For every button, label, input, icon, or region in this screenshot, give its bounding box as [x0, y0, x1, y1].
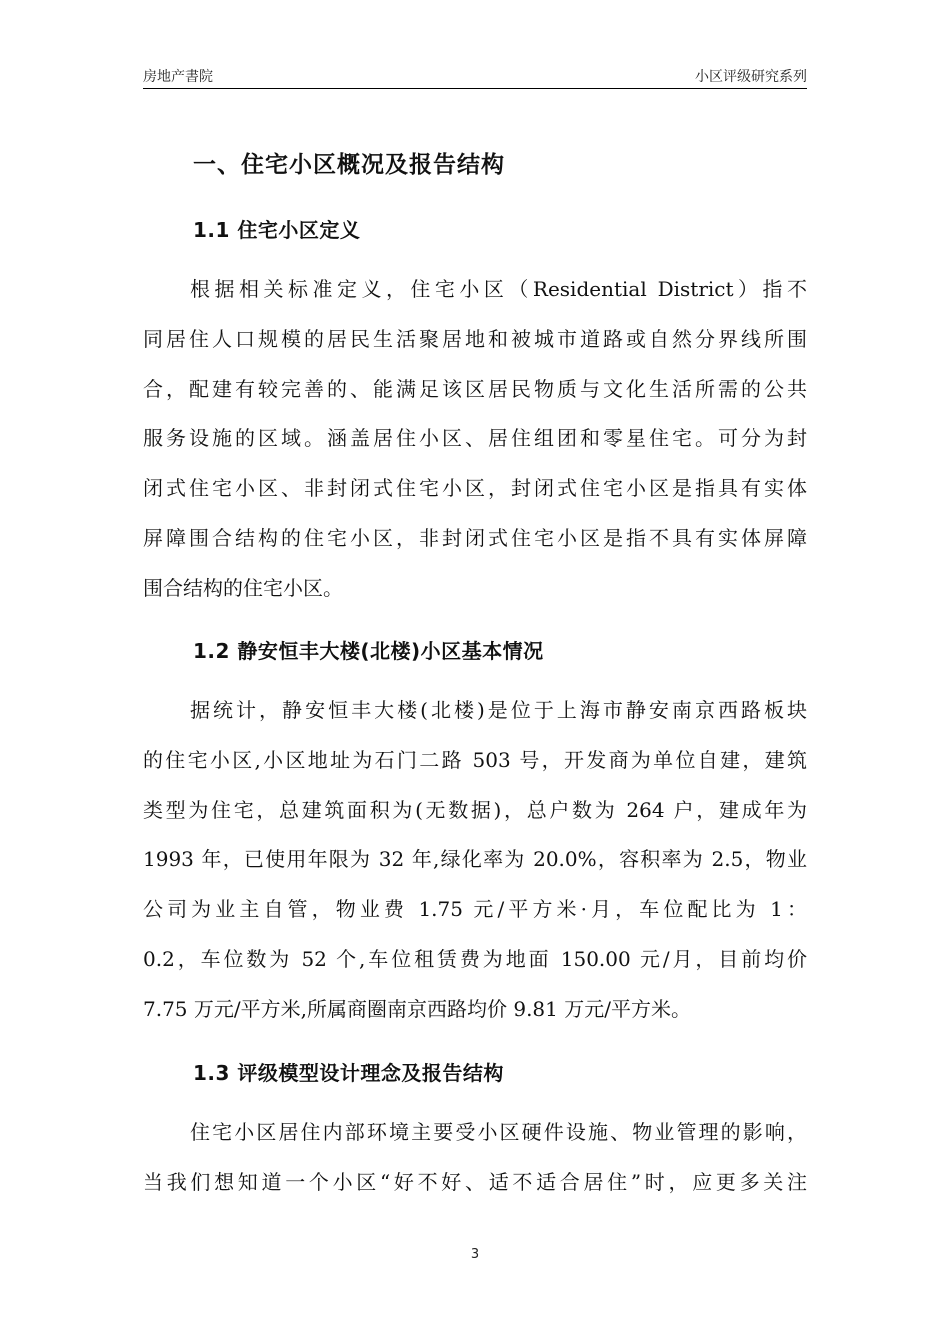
paragraph-line: 闭式住宅小区、非封闭式住宅小区，封闭式住宅小区是指具有实体	[143, 476, 807, 501]
paragraph-line: 类型为住宅，总建筑面积为(无数据)，总户数为 264 户，建成年为	[143, 797, 807, 822]
paragraph-line: 7.75 万元/平方米,所属商圈南京西路均价 9.81 万元/平方米。	[143, 996, 691, 1021]
paragraph-line: 合，配建有较完善的、能满足该区居民物质与文化生活所需的公共	[143, 376, 807, 401]
paragraph-line: 同居住人口规模的居民生活聚居地和被城市道路或自然分界线所围	[143, 326, 807, 351]
subsection-title-1-2: 1.2 静安恒丰大楼(北楼)小区基本情况	[193, 639, 544, 663]
paragraph-line: 围合结构的住宅小区。	[143, 575, 343, 600]
paragraph-line: 当我们想知道一个小区“好不好、适不适合居住”时，应更多关注	[143, 1169, 807, 1194]
paragraph-line: 据统计，静安恒丰大楼(北楼)是位于上海市静安南京西路板块	[190, 698, 807, 722]
paragraph-definition	[143, 274, 807, 623]
paragraph-line: 1993 年，已使用年限为 32 年,绿化率为 20.0%，容积率为 2.5，物业	[143, 847, 807, 872]
subsection-title-1-3: 1.3 评级模型设计理念及报告结构	[193, 1061, 504, 1085]
paragraph-line: 服务设施的区域。涵盖居住小区、居住组团和零星住宅。可分为封	[143, 426, 807, 451]
paragraph-community-info	[143, 695, 807, 1044]
header-publisher: 房地产書院	[143, 69, 213, 85]
paragraph-line: 屏障围合结构的住宅小区，非封闭式住宅小区是指不具有实体屏障	[143, 525, 807, 550]
paragraph-line: 0.2，车位数为 52 个,车位租赁费为地面 150.00 元/月，目前均价	[143, 946, 807, 971]
paragraph-line: 住宅小区居住内部环境主要受小区硬件设施、物业管理的影响，	[190, 1120, 807, 1144]
subsection-title-1-1: 1.1 住宅小区定义	[193, 218, 361, 242]
paragraph-rating-model	[143, 1117, 807, 1217]
paragraph-line: 公司为业主自管，物业费 1.75 元/平方米·月，车位配比为 1：	[143, 897, 807, 922]
section-title: 一、住宅小区概况及报告结构	[193, 152, 505, 178]
header-divider	[143, 88, 807, 89]
page-number: 3	[470, 1247, 480, 1262]
header-series-title: 小区评级研究系列	[695, 69, 807, 85]
paragraph-line: 根据相关标准定义，住宅小区（Residential District）指不	[190, 277, 807, 301]
paragraph-line: 的住宅小区,小区地址为石门二路 503 号，开发商为单位自建，建筑	[143, 747, 807, 772]
